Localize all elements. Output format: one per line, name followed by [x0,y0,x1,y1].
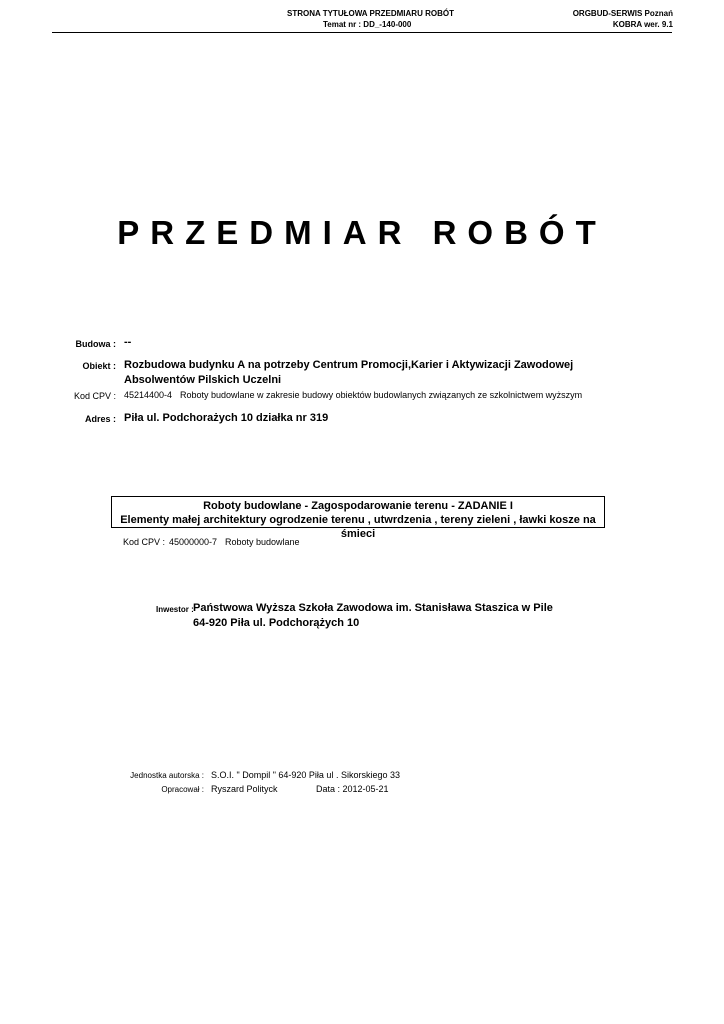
jednostka-value: S.O.I. " Dompil " 64-920 Piła ul . Sikorskiego 33 [211,770,400,780]
task-box [111,496,605,540]
header-rule [52,32,672,33]
inwestor-label: Inwestor : [156,605,194,614]
opracowal-date: Data : 2012-05-21 [316,784,389,794]
kod-cpv-code: 45214400-4 [124,390,173,400]
adres-label: Adres : [84,414,116,424]
budowa-label: Budowa : [75,339,116,349]
header-temat: Temat nr : DD_-140-000 [323,20,412,29]
jednostka-label: Jednostka autorska : [130,771,204,780]
obiekt-line1: Rozbudowa budynku A na potrzeby Centrum Promocji,Karier i Aktywizacji Zawodowej [124,359,574,371]
task-box-line2: Elementy małej architektury ogrodzenie terenu , utwrdzenia , tereny zieleni , ławki kosze na śmieci [120,514,596,540]
opracowal-value: Ryszard Polityck [211,784,278,794]
kod-cpv2-desc: Roboty budowlane [225,537,300,547]
adres-value: Piła ul. Podchorażych 10 działka nr 319 [124,412,329,424]
inwestor-line1: Państwowa Wyższa Szkoła Zawodowa im. Stanisława Staszica w Pile [193,602,553,614]
header-company: ORGBUD-SERWIS Poznań [572,9,673,18]
kod-cpv-desc: Roboty budowlane w zakresie budowy obiektów budowlanych związanych ze szkolnictwem wyższym [180,390,583,400]
budowa-value: -- [124,336,132,348]
obiekt-label: Obiekt : [82,361,116,371]
inwestor-line2: 64-920 Piła ul. Podchorążych 10 [193,617,360,629]
obiekt-line2: Absolwentów Pilskich Uczelni [124,374,282,386]
kod-cpv-label: Kod CPV : [73,391,116,401]
header-doc-title: STRONA TYTUŁOWA PRZEDMIARU ROBÓT [287,9,454,18]
page-title: PRZEDMIAR ROBÓT [117,214,607,251]
header-version: KOBRA wer. 9.1 [612,20,673,29]
kod-cpv2-label: Kod CPV : [123,537,166,547]
kod-cpv2-code: 45000000-7 [169,537,218,547]
opracowal-label: Opracował : [161,785,204,794]
task-box-line1: Roboty budowlane - Zagospodarowanie terenu - ZADANIE I [203,500,513,512]
